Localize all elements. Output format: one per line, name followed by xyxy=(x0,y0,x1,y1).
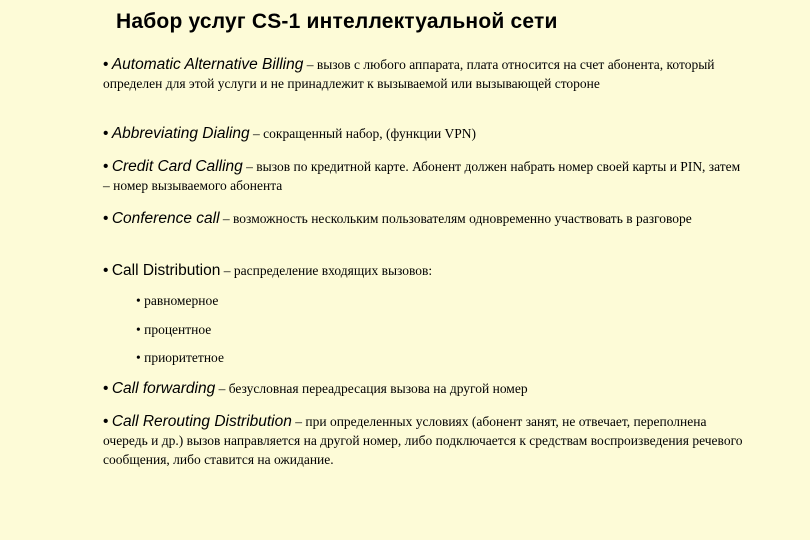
service-term: Abbreviating Dialing xyxy=(111,125,250,142)
page-title: Набор услуг CS-1 интеллектуальной сети xyxy=(116,10,558,33)
service-term: Call forwarding xyxy=(111,380,216,397)
service-item-abbreviating-dialing xyxy=(103,124,743,143)
service-description: возможность нескольким пользователям одновременно участвовать в разговоре xyxy=(233,211,692,226)
bullet: • xyxy=(103,125,109,142)
bullet: • xyxy=(103,158,109,175)
service-term: Automatic Alternative Billing xyxy=(111,56,304,73)
service-item-conference-call xyxy=(103,209,743,228)
bullet: • xyxy=(103,262,109,279)
service-item-call-rerouting-distribution xyxy=(103,412,743,469)
service-term: Conference call xyxy=(111,210,220,227)
service-item-call-distribution xyxy=(103,261,743,280)
service-item-automatic-alternative-billing xyxy=(103,55,743,93)
dash: – xyxy=(249,126,264,141)
bullet: • xyxy=(103,210,109,227)
service-description: вызов с любого аппарата, плата относится на счет абонента, который определен для этой услуги и не принадлежит к вызываемой или вызывающей стороне xyxy=(103,57,715,91)
dash: – xyxy=(303,57,317,72)
service-description: распределение входящих вызовов: xyxy=(233,263,433,278)
sub-item-uniform: • равномерное xyxy=(136,293,219,308)
bullet: • xyxy=(103,413,109,430)
dash: – xyxy=(242,159,257,174)
sub-item-percent: • процентное xyxy=(136,322,212,337)
service-term: Credit Card Calling xyxy=(111,158,243,175)
dash: – xyxy=(291,414,306,429)
dash: – xyxy=(215,381,229,396)
bullet: • xyxy=(103,56,109,73)
dash: – xyxy=(219,211,234,226)
bullet: • xyxy=(103,380,109,397)
service-term: Call Distribution xyxy=(111,262,221,279)
service-term: Call Rerouting Distribution xyxy=(111,413,292,430)
service-item-call-forwarding xyxy=(103,379,743,398)
service-description: безусловная переадресация вызова на другой номер xyxy=(228,381,528,396)
dash: – xyxy=(220,263,234,278)
service-description: вызов по кредитной карте. Абонент должен набрать номер своей карты и PIN, затем – номер вызываемого абонента xyxy=(103,159,741,193)
sub-item-priority: • приоритетное xyxy=(136,350,224,365)
service-item-credit-card-calling xyxy=(103,157,743,195)
service-description: при определенных условиях (абонент занят, не отвечает, переполнена очередь и др.) вызов направляется на другой номер, либо подключается к средствам воспроизведения речевого сообщения, либо ставится на ожидание. xyxy=(103,414,743,467)
service-description: сокращенный набор, (функции VPN) xyxy=(263,126,477,141)
